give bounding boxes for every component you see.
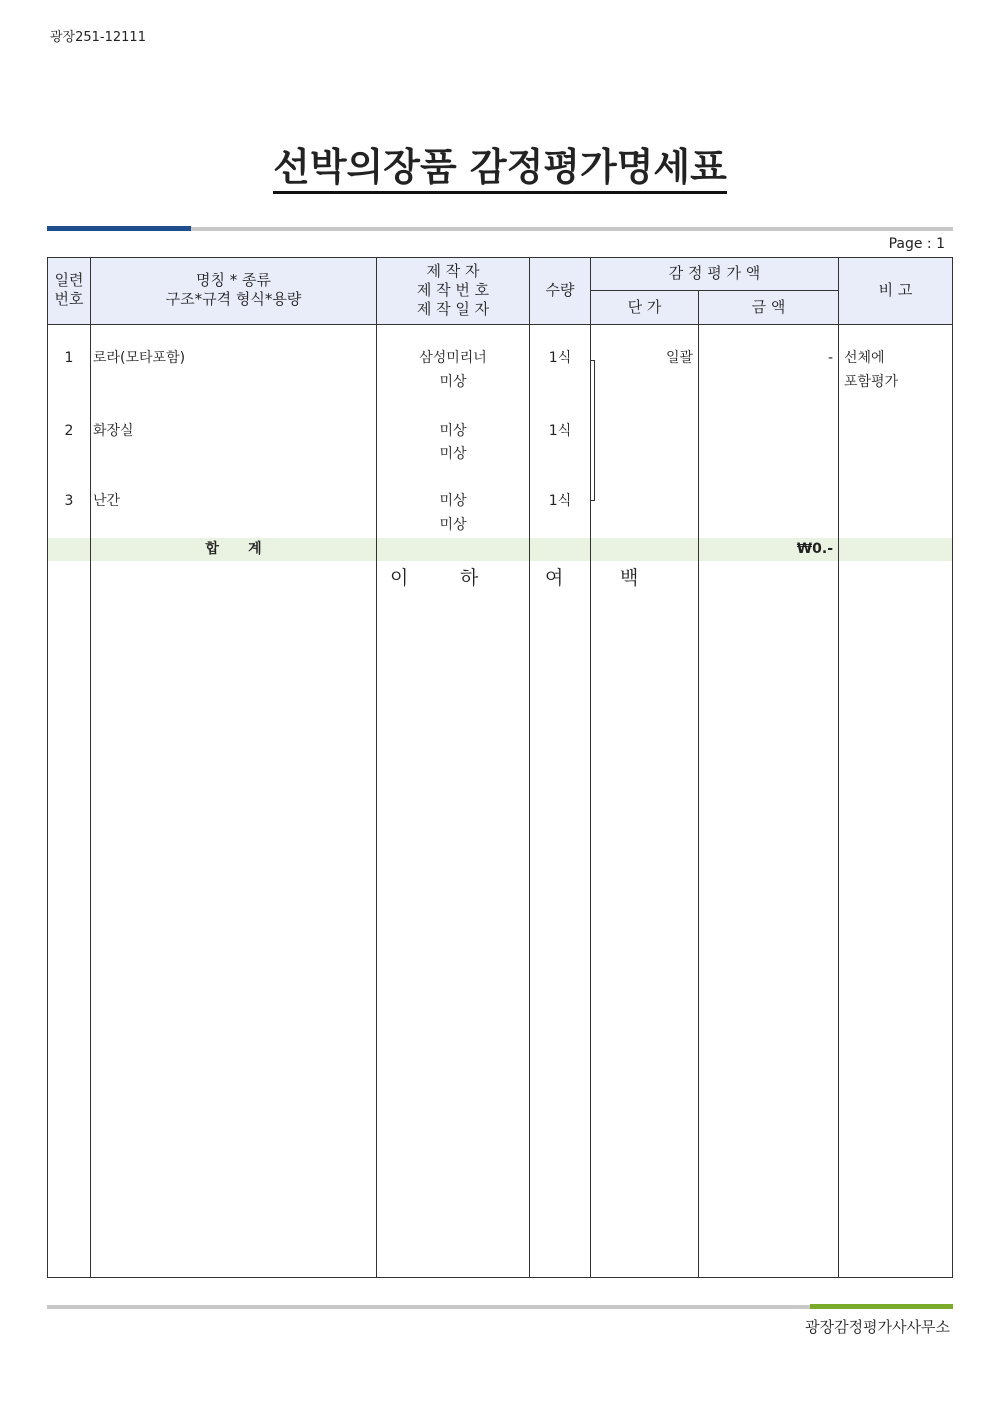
- header-quantity: 수량: [545, 281, 575, 299]
- row-item-name: 난간: [93, 493, 121, 509]
- header-name-line: 구조*규격 형식*용량: [165, 290, 302, 308]
- header-rule-blue: [47, 226, 191, 231]
- row-amount: -: [827, 350, 833, 366]
- header-appraisal: 감 정 평 가 액: [668, 264, 761, 282]
- header-name-line: 명칭 * 종류: [196, 271, 271, 289]
- page-title: [0, 136, 1000, 191]
- header-maker-line: 제 작 자: [426, 262, 480, 280]
- table-border-top: [47, 257, 953, 258]
- total-label: 합 계: [205, 541, 262, 557]
- row-remark: 선체에: [844, 350, 885, 366]
- row-serial: 미상: [439, 517, 467, 533]
- header-serial-line: 일련: [54, 271, 84, 289]
- group-bracket: [590, 360, 595, 501]
- footer-rule-green: [810, 1304, 953, 1309]
- office-name: 광장감정평가사사무소: [805, 1318, 950, 1336]
- header-serial: [48, 271, 90, 309]
- row-quantity: 1식: [548, 423, 572, 439]
- col-border: [698, 290, 699, 1278]
- header-rule-gray: [191, 227, 953, 231]
- row-number: 1: [64, 350, 74, 366]
- row-number: 3: [64, 493, 74, 509]
- header-unit-price: 단 가: [627, 298, 662, 316]
- row-maker: 미상: [439, 493, 467, 509]
- header-maker-line: 제 작 번 호: [416, 281, 490, 299]
- row-quantity: 1식: [548, 350, 572, 366]
- page-title-text: 선박의장품 감정평가명세표: [273, 145, 727, 194]
- row-maker: 삼성미리너: [419, 350, 487, 366]
- blank-marker-char: 이: [390, 567, 409, 589]
- row-unit-price: 일괄: [665, 350, 693, 366]
- header-remark: 비 고: [878, 281, 913, 299]
- row-quantity: 1식: [548, 493, 572, 509]
- col-border: [376, 257, 377, 1278]
- row-serial: 미상: [439, 374, 467, 390]
- row-number: 2: [64, 423, 74, 439]
- row-item-name: 화장실: [93, 423, 134, 439]
- row-maker: 미상: [439, 423, 467, 439]
- col-border: [838, 257, 839, 1278]
- table-border-bottom: [47, 1277, 953, 1278]
- col-border: [529, 257, 530, 1278]
- row-serial: 미상: [439, 446, 467, 462]
- footer-rule-gray: [47, 1305, 810, 1309]
- page-number: Page : 1: [888, 236, 945, 252]
- row-item-name: 로라(모타포함): [93, 350, 186, 366]
- blank-marker-char: 하: [460, 567, 479, 589]
- header-amount: 금 액: [751, 298, 786, 316]
- appraisal-subheader-divider: [590, 290, 838, 291]
- document-number: 광장251-12111: [50, 30, 146, 45]
- blank-marker-char: 백: [620, 567, 639, 589]
- table-header-divider: [47, 324, 953, 325]
- header-maker: [377, 262, 529, 319]
- blank-marker-char: 여: [545, 567, 564, 589]
- header-name: [91, 271, 376, 309]
- header-serial-line: 번호: [54, 290, 84, 308]
- col-border: [90, 257, 91, 1278]
- row-remark: 포함평가: [844, 374, 899, 390]
- header-maker-line: 제 작 일 자: [416, 300, 490, 318]
- total-amount: ₩0.-: [796, 541, 833, 557]
- col-border: [47, 257, 48, 1278]
- col-border: [952, 257, 953, 1278]
